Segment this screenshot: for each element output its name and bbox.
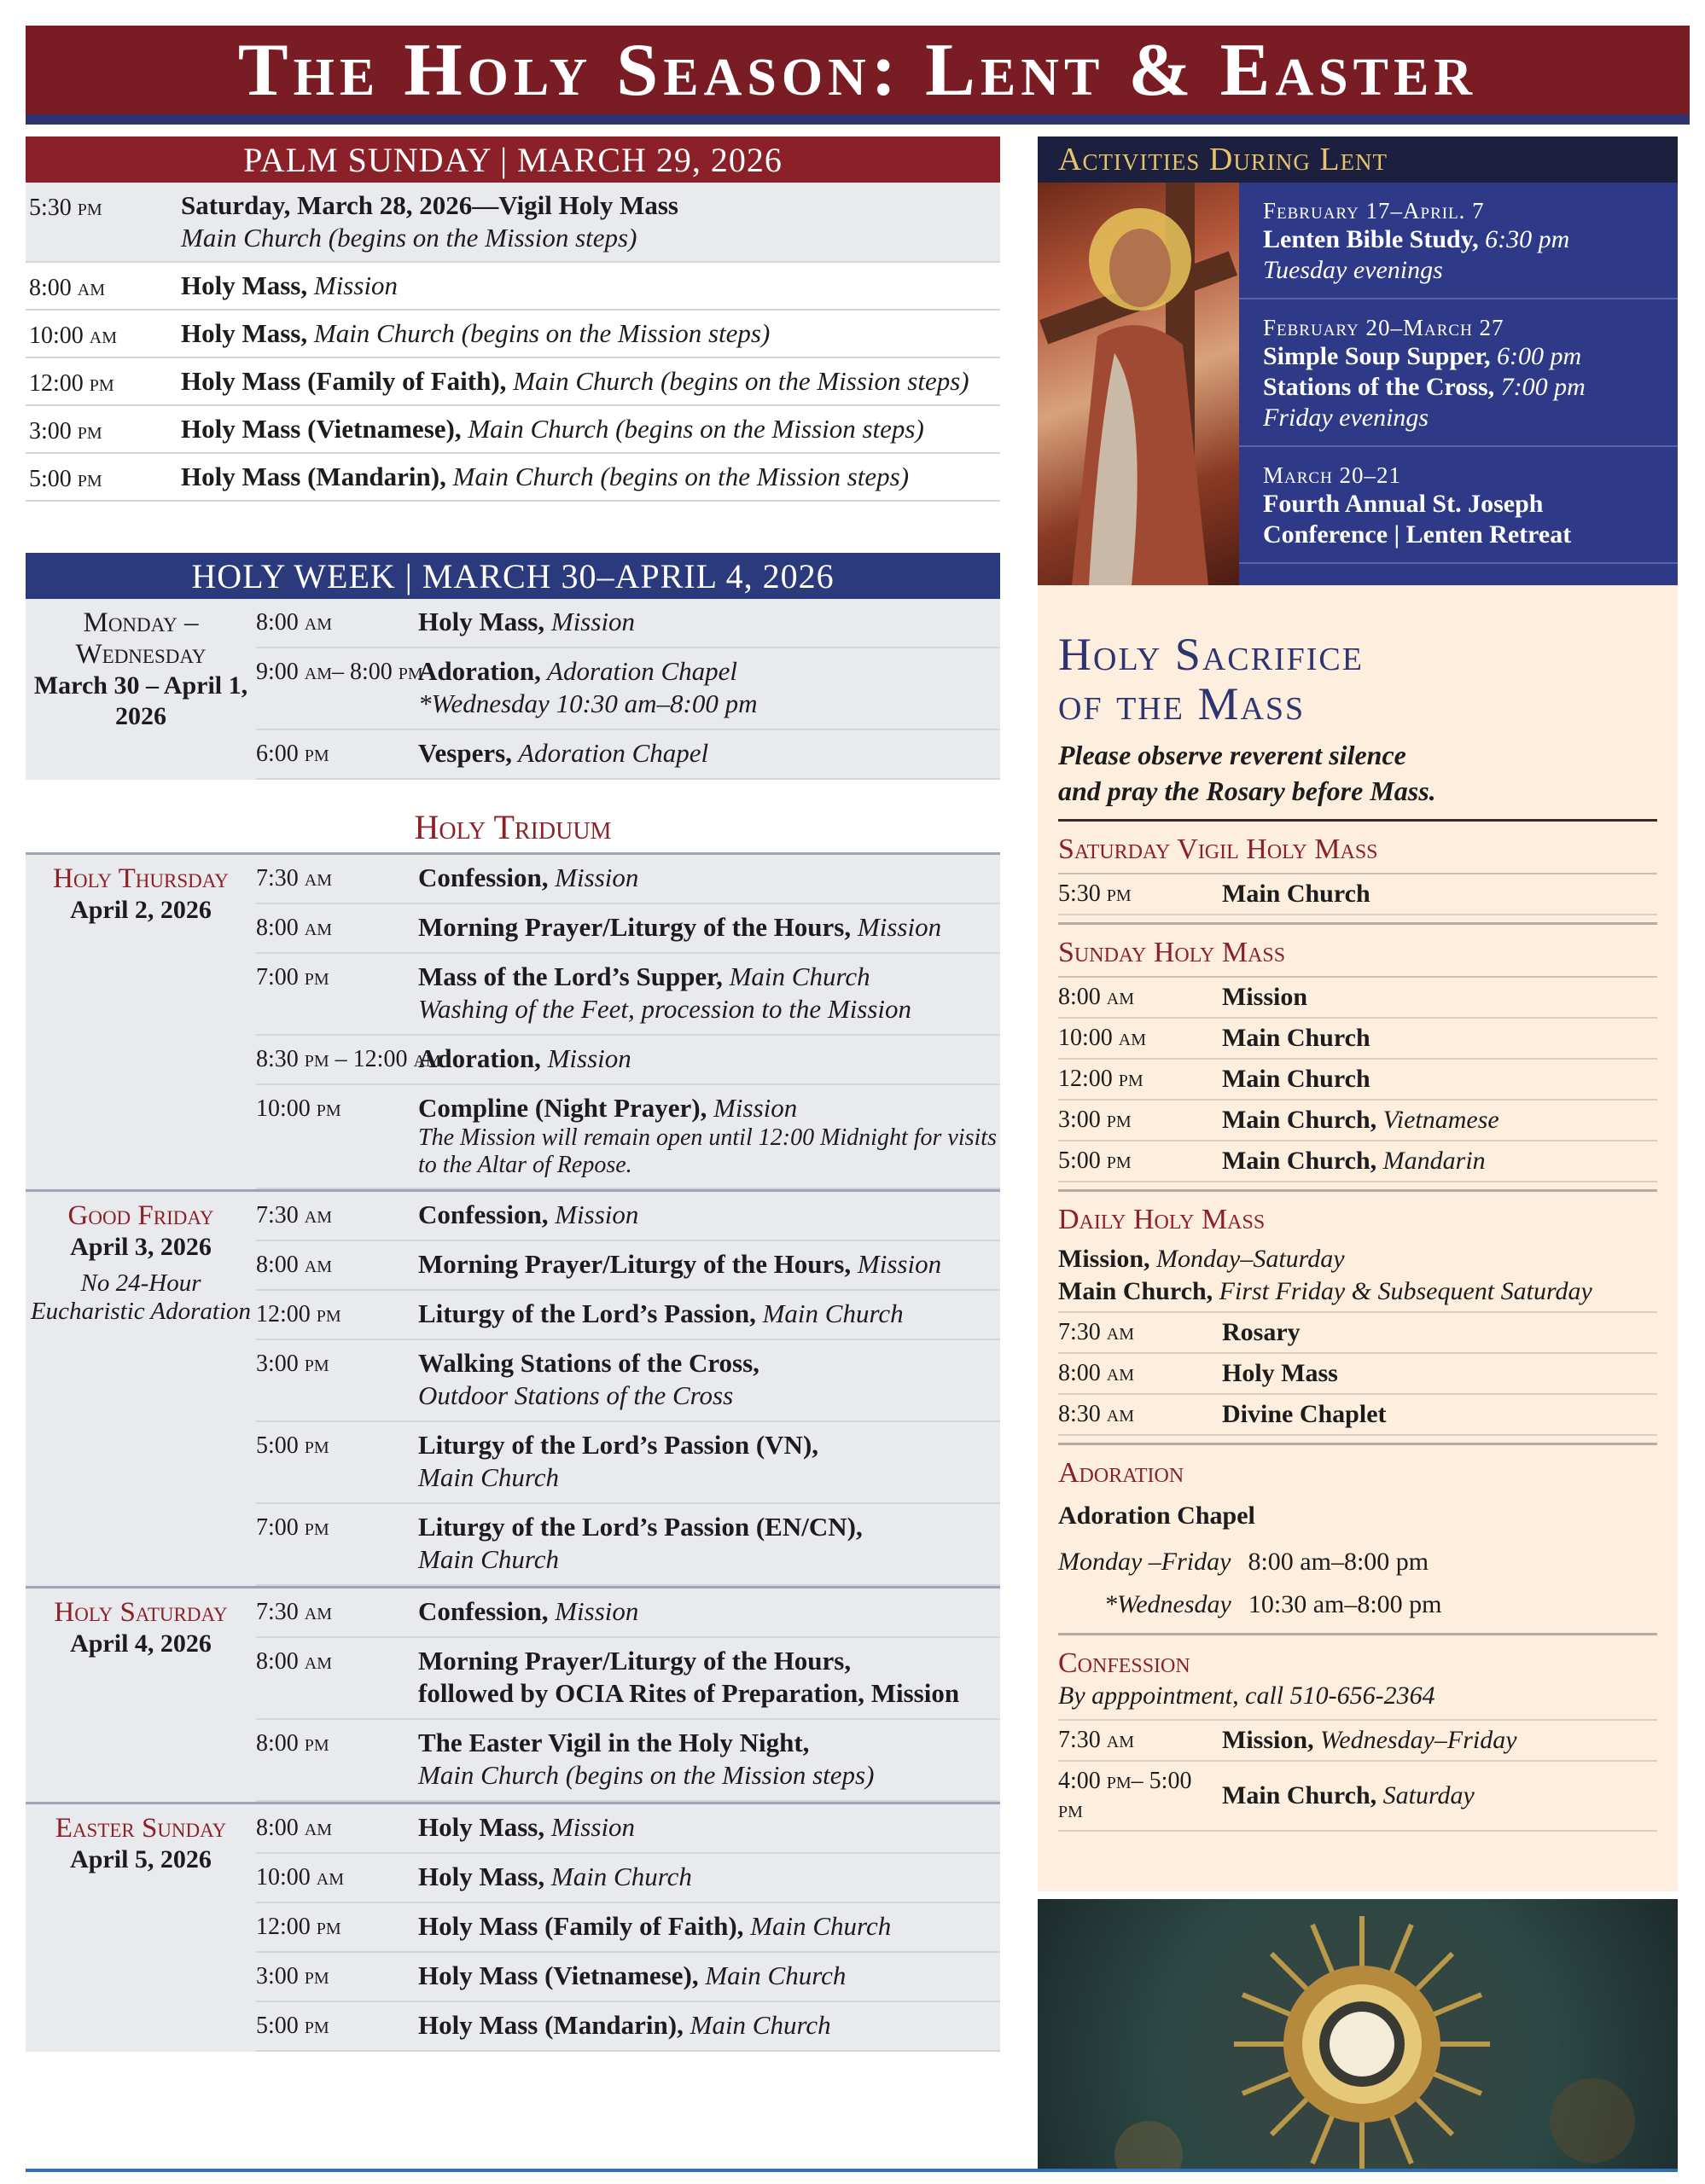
mass-place [1222,1726,1517,1755]
event-title: Liturgy of the Lord’s Passion (VN), [418,1430,819,1460]
event-note: *Wednesday 10:30 am–8:00 pm [418,688,758,718]
activity-line [1263,224,1654,255]
event-title: Holy Mass (Vietnamese), [418,1960,699,1990]
event-description [418,1248,1000,1281]
schedule-row [256,2002,1000,2052]
event-title: Holy Mass, [418,1862,545,1891]
activity-when: Friday evenings [1263,404,1429,432]
schedule-row [256,1504,1000,1586]
event-time: 12:00 pm [256,1914,341,1940]
event-note: The Mission will remain open until 12:00 Midnight for visits to the Altar of Repose. [418,1124,997,1178]
activity-name: Fourth Annual St. Joseph [1263,490,1544,518]
triduum-day-date: April 4, 2026 [70,1629,212,1658]
right-column [1038,136,1678,1891]
event-note: Washing of the Feet, procession to the Mission [418,994,912,1024]
event-title: Morning Prayer/Liturgy of the Hours, [418,1646,852,1676]
event-location: Mission [544,607,636,636]
event-time: 9:00 am– 8:00 pm [256,659,423,685]
event-location: Mission [544,1812,636,1842]
daily-line2-days: First Friday & Subsequent Saturday [1213,1277,1592,1305]
mass-location: Main Church [1222,1065,1370,1093]
mass-row [1058,1721,1657,1762]
adoration-weekday-days: Monday –Friday [1058,1548,1231,1576]
event-location: Main Church [683,2010,831,2040]
event-time: 7:30 am [256,865,333,892]
triduum-day-label [26,855,256,1189]
mass-row [1058,1141,1657,1182]
mass-location: Divine Chaplet [1222,1400,1387,1428]
schedule-row [256,954,1000,1036]
triduum-day-label [26,1804,256,2052]
event-title: Adoration, [418,656,541,686]
activities-panel [1038,183,1678,585]
mass-intro [1058,737,1657,822]
schedule-row [256,1720,1000,1802]
mass-location: Main Church, [1222,1147,1377,1175]
schedule-row [256,730,1000,780]
event-title: Confession, [418,1199,549,1229]
mass-time: 10:00 am [1058,1025,1147,1051]
confession-title: Confession [1058,1647,1190,1679]
mass-title-line1: Holy Sacrifice [1058,629,1364,680]
event-time: 8:00 am [256,1648,333,1675]
event-time: 8:00 am [29,275,106,301]
activity-line [1263,341,1654,372]
mass-time: 3:00 pm [1058,1107,1132,1133]
event-description [418,1429,1000,1494]
event-time: 7:00 pm [256,1514,329,1541]
event-description [418,737,1000,770]
event-title: Holy Mass (Family of Faith), [418,1911,744,1941]
event-description [418,655,1000,720]
event-description [418,1511,1000,1576]
daily-mass-title: Daily Holy Mass [1058,1204,1266,1235]
event-title: Liturgy of the Lord’s Passion (EN/CN), [418,1512,863,1542]
bottom-rule [26,2169,1678,2172]
schedule-row [26,406,1000,454]
triduum-day-name: Holy Saturday [54,1597,228,1628]
title-banner [26,26,1690,125]
schedule-row [26,358,1000,406]
triduum-day-name: Easter Sunday [55,1813,227,1844]
triduum-day-events [256,1589,1000,1802]
schedule-row [256,1036,1000,1085]
holy-week-day [26,599,256,780]
event-description [418,1910,1000,1943]
event-note: Main Church [418,1462,560,1492]
mass-place [1222,1318,1301,1347]
adoration-weekday-hours: 8:00 am–8:00 pm [1248,1548,1429,1576]
event-title: Holy Mass, [418,1812,545,1842]
mass-row [1058,1101,1657,1141]
event-time: 8:00 am [256,1815,333,1841]
mass-place [1222,1781,1475,1810]
mass-row [1058,1395,1657,1436]
mass-location: Main Church [1222,1024,1370,1052]
mass-detail: Saturday [1376,1781,1475,1809]
mass-time: 8:00 am [1058,984,1135,1010]
adoration-wednesday-hours: 10:30 am–8:00 pm [1248,1590,1442,1618]
mass-time: 8:30 am [1058,1401,1135,1427]
confession-note-text: By apppointment, call 510-656-2364 [1058,1682,1435,1710]
event-description [418,1727,1000,1792]
adoration-place [1058,1496,1657,1541]
event-time: 3:00 pm [29,418,102,444]
schedule-row [256,855,1000,904]
event-description [418,1811,1000,1844]
event-description [418,1645,1000,1710]
schedule-row [256,1953,1000,2002]
palm-sunday-header: PALM SUNDAY | MARCH 29, 2026 [26,136,1000,183]
activity-line [1263,520,1654,550]
schedule-row [26,183,1000,263]
schedule-row [256,648,1000,730]
event-time: 3:00 pm [256,1350,329,1377]
event-time: 8:00 am [256,609,333,636]
mass-location: Mission [1222,983,1308,1011]
event-description [181,461,909,493]
triduum-day-date: April 5, 2026 [70,1845,212,1873]
mass-time: 12:00 pm [1058,1066,1143,1092]
event-title: Vespers, [418,738,512,768]
event-location: Mission [851,1249,942,1279]
schedule-row [256,1638,1000,1720]
event-time: 5:00 pm [256,1432,329,1459]
triduum-day-events [256,855,1000,1189]
triduum-day [26,852,1000,1189]
event-location: Mission [540,1043,631,1073]
event-description [418,1043,1000,1075]
left-column [26,136,1000,2052]
activity-name: Lenten Bible Study, [1263,225,1479,253]
mass-title-line2: of the Mass [1058,678,1306,729]
mass-row [1058,1762,1657,1832]
event-location: Mission [548,1596,639,1626]
mass-time: 7:30 am [1058,1319,1135,1345]
schedule-row [256,1241,1000,1291]
event-title: Morning Prayer/Liturgy of the Hours, [418,912,852,942]
mass-location: Rosary [1222,1318,1301,1346]
mass-location: Main Church, [1222,1106,1377,1134]
event-title: Confession, [418,1596,549,1626]
palm-sunday-schedule [26,183,1000,502]
mass-detail: Mandarin [1376,1147,1486,1175]
event-time: 12:00 pm [256,1301,341,1327]
event-location: Mission [307,270,399,300]
confession-list [1058,1721,1657,1832]
schedule-row [256,1192,1000,1241]
mass-time: 4:00 pm– 5:00 pm [1058,1768,1192,1823]
event-time: 6:00 pm [256,741,329,767]
mass-row [1058,978,1657,1019]
event-title: Mass of the Lord’s Supper, [418,961,723,991]
event-note: followed by OCIA Rites of Preparation, Mission [418,1678,960,1708]
activity-date: February 17–April. 7 [1263,198,1485,224]
mass-time: 7:30 am [1058,1727,1135,1753]
triduum-day-events [256,1192,1000,1586]
event-location: Main Church [722,961,870,991]
vigil-mass-title: Saturday Vigil Holy Mass [1058,822,1657,874]
mass-detail: Vietnamese [1376,1106,1499,1134]
event-time: 3:00 pm [256,1963,329,1989]
triduum-day [26,1802,1000,2052]
holy-triduum-schedule [26,852,1000,2052]
mass-intro-line1: Please observe reverent silence [1058,740,1406,770]
event-time: 7:30 am [256,1599,333,1625]
daily-mass-list [1058,1313,1657,1436]
mass-time: 8:00 am [1058,1360,1135,1386]
daily-line1-days: Monday–Saturday [1149,1245,1345,1273]
monstrance-image [1038,1899,1678,2172]
event-title: Morning Prayer/Liturgy of the Hours, [418,1249,852,1279]
event-title: Holy Mass (Mandarin), [418,2010,684,2040]
activity-item [1239,299,1678,447]
schedule-row [256,1085,1000,1189]
holy-week-header: HOLY WEEK | MARCH 30–APRIL 4, 2026 [26,553,1000,599]
schedule-row [256,904,1000,954]
activities-header: Activities During Lent [1038,136,1678,183]
schedule-row [256,1804,1000,1854]
event-description [181,365,969,398]
event-description [418,1960,1000,1992]
triduum-day [26,1189,1000,1586]
schedule-row [256,1291,1000,1340]
schedule-row [256,1854,1000,1903]
schedule-row [256,599,1000,648]
event-description [181,189,678,254]
event-location: Main Church (begins on the Mission steps) [445,462,910,491]
activity-when: Tuesday evenings [1263,256,1443,284]
event-location: Main Church [755,1298,904,1328]
activity-item [1239,183,1678,299]
schedule-row [256,1340,1000,1422]
holy-week-schedule [26,599,1000,780]
event-time: 8:00 am [256,915,333,941]
triduum-day-note: No 24-Hour Eucharistic Adoration [30,1269,252,1325]
event-title: Liturgy of the Lord’s Passion, [418,1298,756,1328]
schedule-row [26,311,1000,358]
triduum-day-name: Good Friday [67,1200,214,1231]
sunday-mass-list [1058,978,1657,1182]
mass-place [1222,880,1370,909]
event-description [418,2009,1000,2042]
event-time: 12:00 pm [29,370,114,397]
event-location: Mission [851,912,942,942]
mass-place [1222,1400,1387,1429]
event-time: 7:30 am [256,1202,333,1228]
event-title: Holy Mass (Family of Faith), [181,366,507,396]
mass-row [1058,1019,1657,1060]
event-description [181,413,924,445]
activity-item [1239,447,1678,564]
event-title: Walking Stations of the Cross, [418,1348,759,1378]
triduum-day-name: Holy Thursday [53,863,229,894]
triduum-day-label [26,1192,256,1586]
triduum-day-date: April 2, 2026 [70,896,212,924]
schedule-row [26,263,1000,311]
holy-triduum-title: Holy Triduum [26,780,1000,852]
event-location: Main Church (begins on the Mission steps) [461,414,924,444]
event-description [418,862,1000,894]
mass-location: Holy Mass [1222,1359,1338,1387]
event-title: Confession, [418,863,549,892]
event-description [418,1861,1000,1893]
mass-place [1222,1147,1486,1176]
triduum-day-events [256,1804,1000,2052]
event-title: Holy Mass, [181,270,308,300]
event-location: Main Church (begins on the Mission steps) [506,366,969,396]
event-time: 10:00 pm [256,1095,341,1122]
event-description [418,1347,1000,1412]
mass-place [1222,1024,1370,1053]
event-location: Mission [548,863,639,892]
event-title: Compline (Night Prayer), [418,1093,707,1123]
activity-time: 7:00 pm [1494,373,1586,401]
mass-location: Mission, [1222,1726,1314,1754]
mass-row [1058,1354,1657,1395]
event-description [418,911,1000,944]
page-title: The Holy Season: Lent & Easter [237,28,1478,112]
mass-place [1222,1106,1499,1135]
daily-mass-line2 [1058,1275,1657,1313]
mass-location: Main Church [1222,880,1370,908]
mass-time: 5:30 pm [1058,880,1132,907]
event-note: Main Church (begins on the Mission steps) [181,223,637,253]
adoration-place-label: Adoration Chapel [1058,1502,1255,1530]
event-time: 7:00 pm [256,964,329,990]
event-description [418,1199,1000,1231]
mass-place [1222,1065,1370,1094]
daily-line2-place: Main Church, [1058,1277,1213,1305]
event-description [418,1092,1000,1179]
triduum-day [26,1586,1000,1802]
holy-week-day-name: Monday – Wednesday [75,607,207,670]
mass-location: Main Church, [1222,1781,1377,1809]
event-description [418,1298,1000,1330]
jesus-carrying-cross-image [1038,183,1239,585]
event-location: Mission [707,1093,798,1123]
holy-week-day-date: March 30 – April 1, 2026 [33,671,248,730]
event-time: 10:00 am [29,322,118,349]
event-description [181,270,398,302]
event-title: The Easter Vigil in the Holy Night, [418,1728,810,1757]
event-title: Holy Mass (Vietnamese), [181,414,462,444]
event-title: Holy Mass (Mandarin), [181,462,446,491]
mass-place [1222,1359,1338,1388]
activity-name: Simple Soup Supper, [1263,342,1491,370]
event-description [181,317,770,350]
event-time: 8:00 pm [256,1730,329,1757]
event-title: Saturday, March 28, 2026—Vigil Holy Mass [181,190,678,220]
activity-date: February 20–March 27 [1263,315,1504,340]
event-location: Mission [548,1199,639,1229]
mass-row [1058,874,1657,915]
activity-line [1263,372,1654,403]
adoration-wednesday-day: *Wednesday [1104,1590,1231,1618]
activities-list [1239,183,1678,585]
event-description [418,1595,1000,1628]
event-time: 8:30 pm – 12:00 am [256,1046,441,1072]
event-location: Main Church (begins on the Mission steps) [307,318,771,348]
event-location: Adoration Chapel [540,656,738,686]
mass-row [1058,1060,1657,1101]
adoration-weekday-line [1058,1541,1657,1583]
event-description [418,606,1000,638]
mass-time: 5:00 pm [1058,1147,1132,1174]
triduum-day-label [26,1589,256,1802]
activity-name: Conference | Lenten Retreat [1263,520,1572,549]
activity-date: March 20–21 [1263,462,1402,488]
holy-sacrifice-panel [1038,585,1678,1891]
confession-note [1058,1680,1657,1721]
sunday-mass-title: Sunday Holy Mass [1058,925,1657,978]
mass-place [1222,983,1307,1012]
event-time: 5:30 pm [29,195,102,221]
event-note: Outdoor Stations of the Cross [418,1380,734,1410]
event-title: Holy Mass, [418,607,545,636]
event-time: 10:00 am [256,1864,345,1891]
event-location: Main Church [743,1911,892,1941]
event-location: Adoration Chapel [511,738,709,768]
mass-intro-line2: and pray the Rosary before Mass. [1058,775,1436,806]
triduum-day-date: April 3, 2026 [70,1233,212,1261]
event-note: Main Church (begins on the Mission steps) [418,1760,875,1790]
event-location: Main Church [544,1862,692,1891]
activity-time: 6:30 pm [1478,225,1570,253]
event-time: 5:00 pm [256,2013,329,2039]
event-note: Main Church [418,1544,560,1574]
adoration-title: Adoration [1058,1457,1184,1489]
schedule-row [26,454,1000,502]
adoration-wednesday-line [1058,1583,1657,1626]
event-location: Main Church [698,1960,847,1990]
daily-mass-line1 [1058,1243,1657,1275]
event-description [418,961,1000,1025]
vigil-mass-list [1058,874,1657,915]
daily-line1-place: Mission, [1058,1245,1150,1273]
activity-time: 6:00 pm [1490,342,1582,370]
schedule-row [256,1903,1000,1953]
event-title: Holy Mass, [181,318,308,348]
schedule-row [256,1422,1000,1504]
mass-row [1058,1313,1657,1354]
schedule-row [256,1589,1000,1638]
activity-name: Stations of the Cross, [1263,373,1495,401]
holy-week-events [256,599,1000,780]
event-title: Adoration, [418,1043,541,1073]
mass-detail: Wednesday–Friday [1313,1726,1517,1754]
event-time: 8:00 am [256,1252,333,1278]
event-time: 5:00 pm [29,466,102,492]
activity-line [1263,489,1654,520]
